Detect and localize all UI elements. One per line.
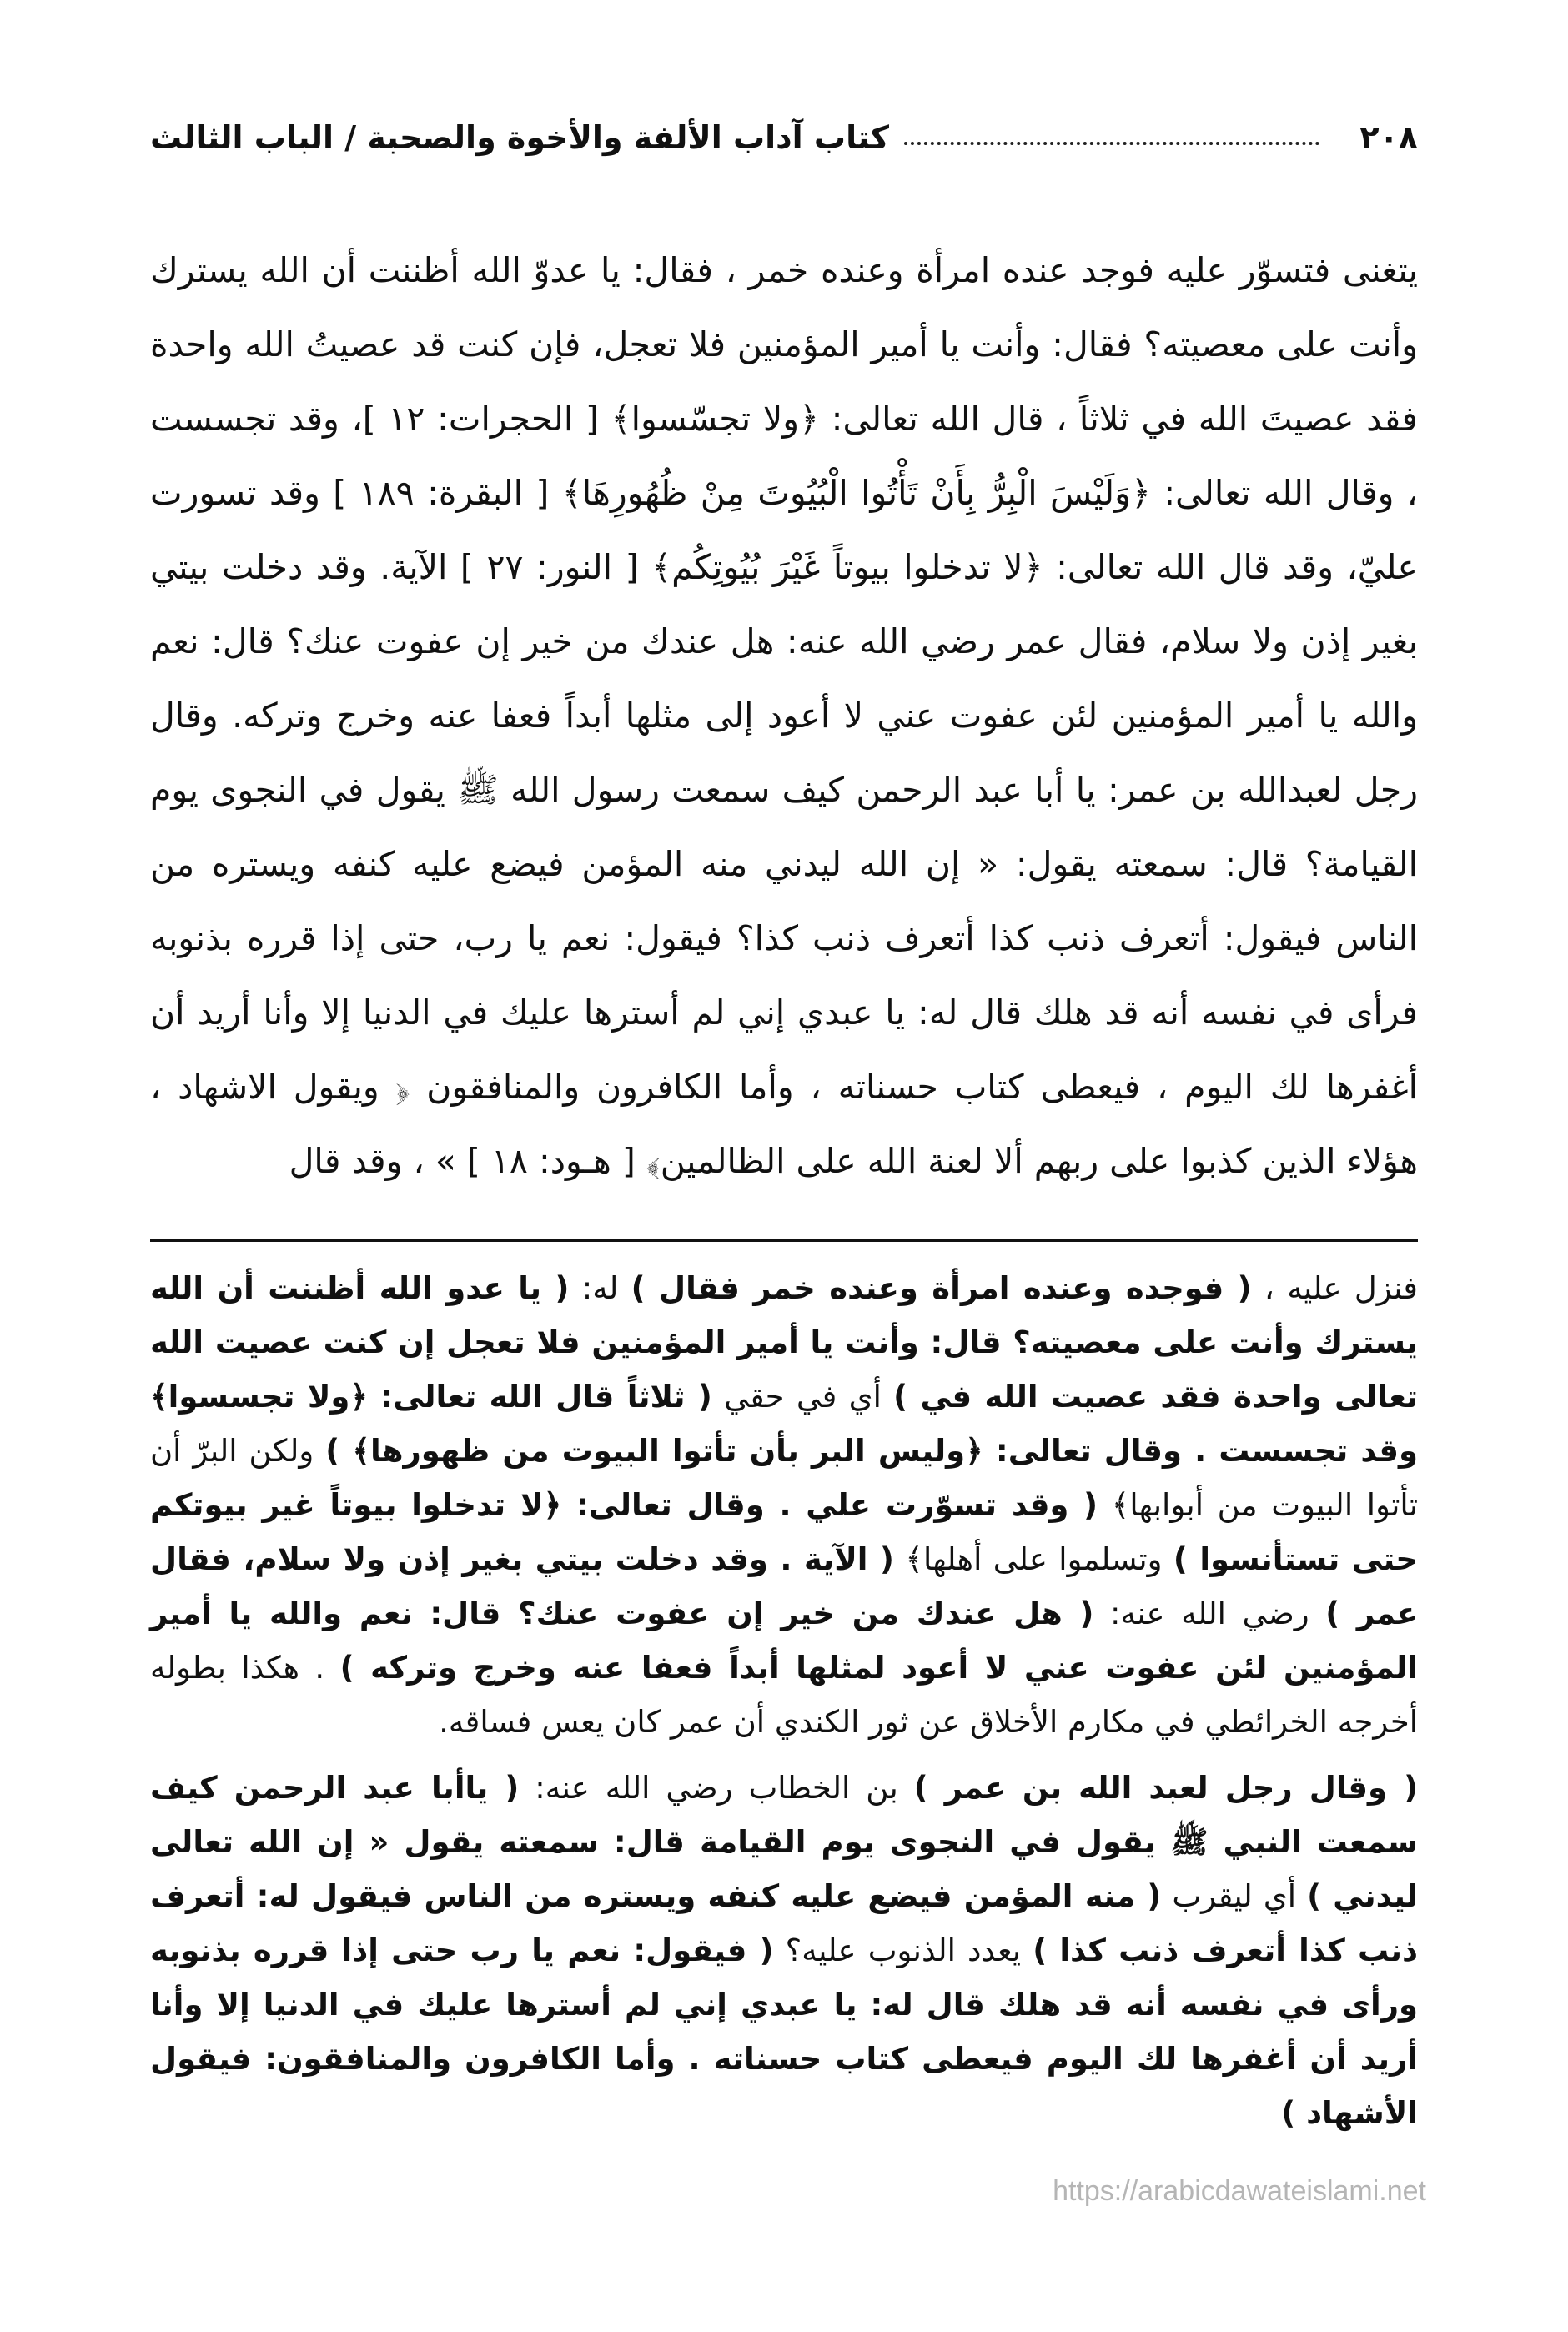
- page-header: [150, 108, 1418, 167]
- commentary-segment: فنزل عليه ،: [1251, 1270, 1418, 1306]
- commentary-bold-segment: ( فوجده وعنده امرأة وعنده خمر فقال ): [631, 1270, 1252, 1306]
- commentary-bold-segment: ( ثلاثاً قال الله تعالى: ﴿ولا تجسسوا﴾ وقد تجسست . وقال تعالى: ﴿وليس البر بأن تأتوا البيوت من ظهورها﴾ ): [150, 1379, 1419, 1469]
- commentary-segment: بن الخطاب رضي الله عنه:: [519, 1770, 914, 1806]
- commentary-segment: رضي الله عنه:: [1093, 1596, 1326, 1631]
- commentary-block: [150, 1261, 1418, 2152]
- main-paragraph: يتغنى فتسوّر عليه فوجد عنده امرأة وعنده خمر ، فقال: يا عدوّ الله أظننت أن الله يسترك وأنت على معصيته؟ فقال: وأنت يا أمير المؤمنين فلا تعجل، فإن كنت قد عصيتُ الله واحدة فقد عصيتَ الله في ثلاثاً ، قال الله تعالى: ﴿ولا تجسّسوا﴾ [ الحجرات: ١٢ ]، وقد تجسست ، وقال الله تعالى: ﴿وَلَيْسَ الْبِرُّ بِأَنْ تَأْتُوا الْبُيُوتَ مِنْ ظُهُورِهَا﴾ [ البقرة: ١٨٩ ] وقد تسورت عليّ، وقد قال الله تعالى: ﴿لا تدخلوا بيوتاً غَيْرَ بُيُوتِكُم﴾ [ النور: ٢٧ ] الآية. وقد دخلت بيتي بغير إذن ولا سلام، فقال عمر رضي الله عنه: هل عندك من خير إن عفوت عنك؟ قال: نعم والله يا أمير المؤمنين لئن عفوت عني لا أعود إلى مثلها أبداً فعفا عنه وخرج وتركه. وقال رجل لعبدالله بن عمر: يا أبا عبد الرحمن كيف سمعت رسول الله ﷺ يقول في النجوى يوم القيامة؟ قال: سمعته يقول: « إن الله ليدني منه المؤمن فيضع عليه كنفه ويستره من الناس فيقول: أتعرف ذنب كذا أتعرف ذنب كذا؟ فيقول: نعم يا رب، حتى إذا قرره بذنوبه فرأى في نفسه أنه قد هلك قال له: يا عبدي إني لم أسترها عليك في الدنيا إلا وأنا أريد أن أغفرها لك اليوم ، فيعطى كتاب حسناته ، وأما الكافرون والمنافقون ﴿ ويقول الاشهاد ، هؤلاء الذين كذبوا على ربهم ألا لعنة الله على الظالمين﴾ [ هـود: ١٨ ] » ، وقد قال: [150, 250, 1419, 1181]
- commentary-segment: يعدد الذنوب عليه؟: [773, 1932, 1033, 1968]
- commentary-bold-segment: ( هل عندك من خير إن عفوت عنك؟ قال: نعم والله يا أمير المؤمنين لئن عفوت عني لا أعود لمثلها أبداً فعفا عنه وخرج وتركه ): [150, 1596, 1418, 1686]
- page-number: ٢٠٨: [1359, 119, 1418, 156]
- commentary-segment: له:: [569, 1270, 631, 1306]
- commentary-segment: ولكن البرّ أن تأتوا البيوت من أبوابها﴾: [150, 1433, 1418, 1523]
- commentary-bold-segment: ( يا عدو الله أظننت أن الله يسترك وأنت على معصيته؟ قال: وأنت يا أمير المؤمنين فلا تعجل إن كنت عصيت الله تعالى واحدة فقد عصيت الله في ): [150, 1270, 1418, 1415]
- commentary-segment: أي ليقرب: [1161, 1878, 1308, 1914]
- commentary-paragraph-2: [150, 1761, 1418, 2140]
- commentary-bold-segment: ( الآية . وقد دخلت بيتي بغير إذن ولا سلام، فقال عمر ): [150, 1541, 1419, 1631]
- commentary-bold-segment: ( وقال رجل لعبد الله بن عمر ): [913, 1770, 1418, 1806]
- commentary-bold-segment: ( ياأبا عبد الرحمن كيف سمعت النبي ﷺ يقول في النجوى يوم القيامة قال: سمعته يقول « إن الله تعالى ليدني ): [150, 1770, 1418, 1914]
- commentary-bold-segment: ( منه المؤمن فيضع عليه كنفه ويستره من الناس فيقول له: أتعرف ذنب كذا أتعرف ذنب كذا ): [150, 1878, 1418, 1968]
- commentary-segment: أي في حقي: [711, 1379, 894, 1415]
- commentary-bold-segment: ( وقد تسوّرت علي . وقال تعالى: ﴿لا تدخلوا بيوتاً غير بيوتكم حتى تستأنسوا ): [150, 1487, 1419, 1577]
- commentary-segment: وتسلموا على أهلها﴾: [893, 1541, 1173, 1577]
- footnote-separator-line: [150, 1239, 1418, 1242]
- commentary-segment: . هكذا بطوله أخرجه الخرائطي في مكارم الأخلاق عن ثور الكندي أن عمر كان يعس فساقه.: [150, 1650, 1418, 1740]
- running-title: كتاب آداب الألفة والأخوة والصحبة / الباب الثالث: [150, 119, 889, 156]
- commentary-bold-segment: ( فيقول: نعم يا رب حتى إذا قرره بذنوبه ورأى في نفسه أنه قد هلك قال له: يا عبدي إني لم أسترها عليك في الدنيا إلا وأنا أريد أن أغفرها لك اليوم فيعطى كتاب حسناته . وأما الكافرون والمنافقون: فيقول الأشهاد ): [150, 1932, 1418, 2131]
- watermark-url: https://arabicdawateislami.net: [1053, 2175, 1426, 2207]
- header-leader-dots: [904, 130, 1319, 145]
- main-text-block: [150, 234, 1418, 1199]
- commentary-paragraph-1: [150, 1261, 1418, 1749]
